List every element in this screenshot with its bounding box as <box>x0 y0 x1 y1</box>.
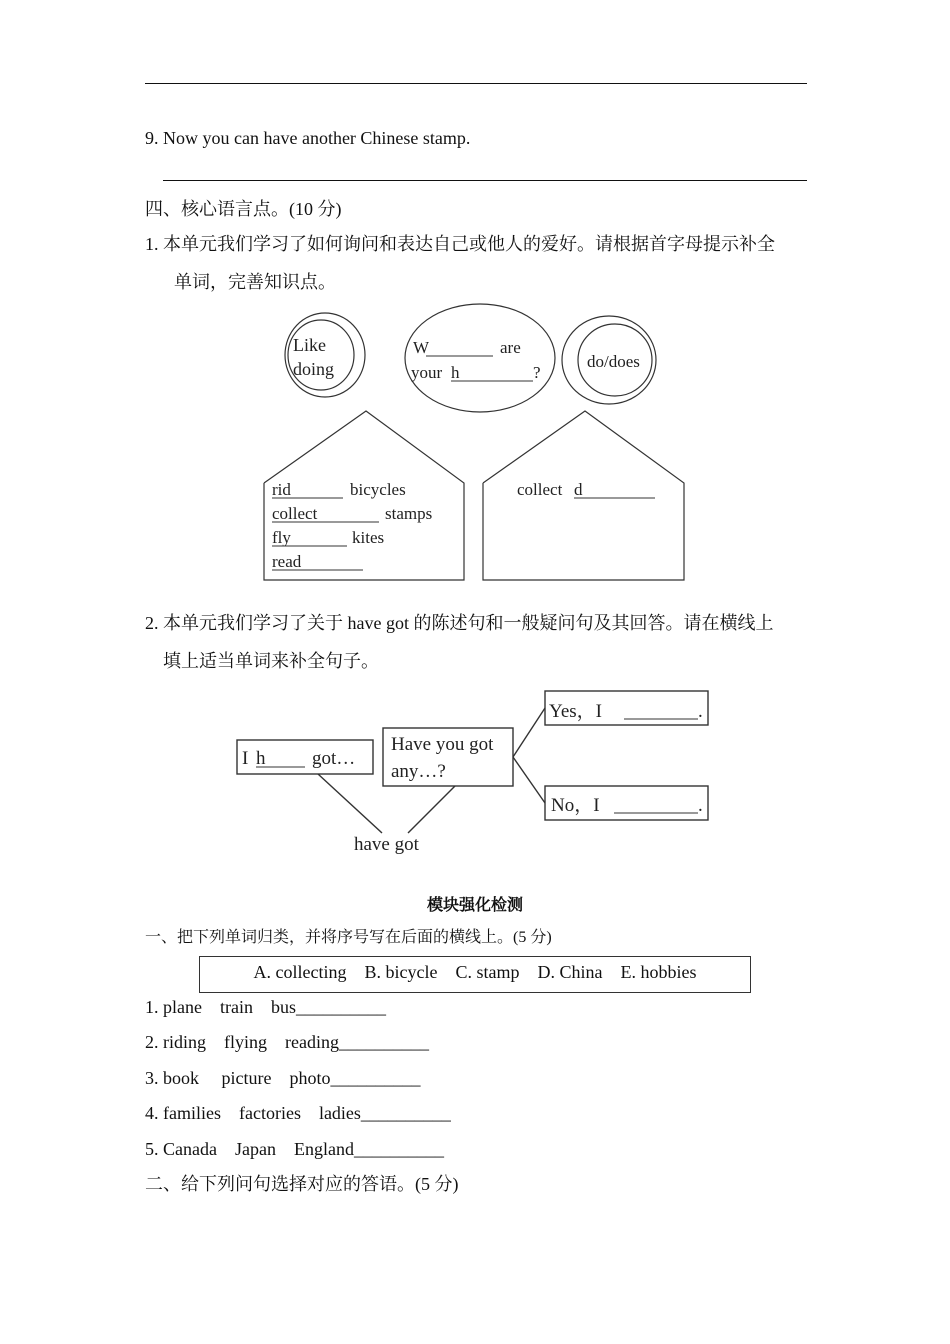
hobby-diagram <box>255 300 695 590</box>
part-1-heading: 一、把下列单词归类，并将序号写在后面的横线上。(5 分) <box>145 929 552 946</box>
module-title: 模块强化检测 <box>426 895 523 914</box>
question-9: 9. Now you can have another Chinese stamp. <box>145 128 471 148</box>
house-left-bicycles: bicycles <box>350 480 406 499</box>
top-answer-line <box>145 83 807 84</box>
section-4-item-1-line-1: 1. 本单元我们学习了如何询问和表达自己或他人的爱好。请根据首字母提示补全 <box>145 234 775 254</box>
circle-mid-are: are <box>500 338 521 357</box>
section-4-item-2-line-1: 2. 本单元我们学习了关于 have got 的陈述句和一般疑问句及其回答。请在横线上 <box>145 613 774 633</box>
section-4-item-1-line-2: 单词，完善知识点。 <box>174 272 336 292</box>
house-left-read: read <box>272 552 302 571</box>
box-mid-line-1: Have you got <box>391 734 494 755</box>
house-left-collect: collect <box>272 504 318 523</box>
box-left-got: got… <box>312 748 356 769</box>
section-4-item-2-line-2: 填上适当单词来补全句子。 <box>163 651 379 671</box>
classify-item-5: 5. Canada Japan England__________ <box>145 1139 444 1159</box>
house-left-rid: rid <box>272 480 291 499</box>
section-4-heading: 四、核心语言点。(10 分) <box>145 199 342 219</box>
circle-mid-question-mark: ? <box>533 363 541 382</box>
classify-item-3: 3. book picture photo__________ <box>145 1068 421 1088</box>
house-right-collect: collect <box>517 480 563 499</box>
circle-left-line-1: Like <box>293 335 326 355</box>
box-yes-period: . <box>698 701 703 722</box>
have-got-label: have got <box>354 834 419 855</box>
circle-mid-w: W <box>413 338 430 357</box>
box-left-h: h <box>256 748 266 769</box>
part-2-heading: 二、给下列问句选择对应的答语。(5 分) <box>145 1174 459 1194</box>
box-no-period: . <box>698 795 703 816</box>
box-yes-prefix: Yes，I <box>549 701 602 722</box>
circle-mid-h: h <box>451 363 460 382</box>
classify-item-2: 2. riding flying reading__________ <box>145 1032 429 1052</box>
box-left-i: I <box>242 748 249 769</box>
word-options: A. collecting B. bicycle C. stamp D. China E. hobbies <box>253 962 697 982</box>
house-left-kites: kites <box>352 528 385 547</box>
house-left-fly: fly <box>272 528 291 547</box>
question-9-answer-line <box>163 180 807 181</box>
circle-left-line-2: doing <box>293 359 335 379</box>
classify-item-1: 1. plane train bus__________ <box>145 997 386 1017</box>
have-got-diagram <box>230 685 720 860</box>
house-left-stamps: stamps <box>385 504 433 523</box>
classify-item-4: 4. families factories ladies__________ <box>145 1103 451 1123</box>
box-mid-line-2: any…? <box>391 761 446 782</box>
circle-mid-your: your <box>411 363 443 382</box>
house-right-d: d <box>574 480 583 499</box>
circle-right-label: do/does <box>587 352 640 371</box>
box-no-prefix: No，I <box>551 795 600 816</box>
